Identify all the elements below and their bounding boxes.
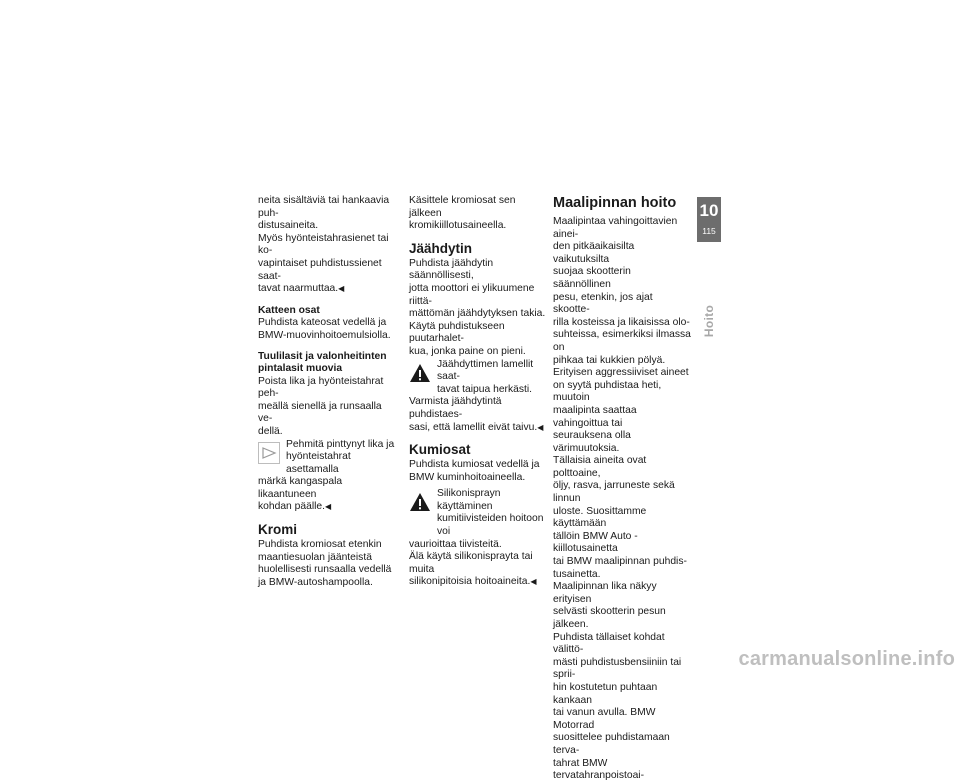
paragraph: Puhdista jäähdytin säännöllisesti, jotta moottori ei ylikuumene riittä- mättömän jäähdytyksen takia. Käytä puhdistukseen puutarhalet- kua, jonka paine on pieni. <box>409 257 546 357</box>
side-section-label <box>696 296 722 346</box>
heading-cooler: Jäähdytin <box>409 240 473 256</box>
paragraph: Puhdista kumiosat vedellä ja BMW kuminhoitoaineella. <box>409 459 540 483</box>
end-marker-icon: ◀ <box>325 502 332 512</box>
paragraph: Maalipintaa vahingoittavien ainei- den pitkäaikaisilta vaikutuksilta suojaa skootterin säännöllinen pesu, etenkin, jos ajat skootte- rilla kosteissa ja likaisissa olo- suhteissa, esimerkiksi ilmassa on pihkaa tai kukkien pölyä. <box>553 216 691 366</box>
chapter-tab <box>697 197 721 242</box>
tip-note: Pehmitä pinttynyt lika ja hyönteistahrat asettamalla <box>258 439 396 477</box>
heading-chrome: Kromi <box>258 522 298 538</box>
heading-windshield: Tuulilasit ja valonheitinten pintalasit muovia <box>258 351 387 375</box>
side-label-text: Hoito <box>702 304 716 338</box>
paragraph: Varmista jäähdytintä puhdistaes- sasi, että lamellit eivät taivu.◀ <box>409 396 544 433</box>
tip-triangle-icon <box>258 442 280 464</box>
column-2 <box>409 195 547 589</box>
paragraph: neita sisältäviä tai hankaavia puh- distusaineita. <box>258 195 390 232</box>
end-marker-icon: ◀ <box>338 284 345 294</box>
column-1 <box>258 195 396 589</box>
paragraph: Maalipinnan lika näkyy erityisen selvästi skootterin pesun jälkeen. Puhdista tällaiset kohdat välittö- mästi puhdistusbensiiniin tai sprii- hin kostutetun puhtaan kankaan tai vanun avulla. BMW Motorrad suosittelee puhdistamaan terva- tahrat BMW tervatahranpoistoai- <box>553 581 682 782</box>
paragraph: Puhdista kateosat vedellä ja BMW-muovinhoitoemulsiolla. <box>258 316 391 341</box>
page-number: 115 <box>702 226 716 236</box>
chapter-number: 10 <box>699 201 719 220</box>
warning-note: Jäähdyttimen lamellit saat- tavat taipua herkästi. <box>409 359 547 397</box>
warning-note: Silikonisprayn käyttäminen kumitiivisteiden hoitoon voi <box>409 488 547 538</box>
paragraph: Poista lika ja hyönteistahrat peh- meällä sienellä ja runsaalla ve- dellä. <box>258 375 384 437</box>
paragraph: vaurioittaa tiivisteitä. Älä käytä silikonisprayta tai muita silikonipitoisia hoitoaineita.◀ <box>409 538 537 588</box>
end-marker-icon: ◀ <box>537 422 544 432</box>
warning-triangle-icon <box>409 362 431 384</box>
column-3 <box>553 194 691 783</box>
heading-rubber: Kumiosat <box>409 442 471 458</box>
watermark: carmanualsonline.info <box>738 648 955 670</box>
paragraph: Erityisen aggressiiviset aineet on syytä puhdistaa heti, muutoin maalipinta saattaa vahingoittua tai seurauksena olla värimuutoksia. Tällaisia aineita ovat polttoaine, öljy, rasva, jarruneste sekä linnun uloste. Suosittamme käyttämään tällöin BMW Auto -kiillotusainetta tai BMW maalipinnan puhdis- tusainetta. <box>553 367 689 580</box>
heading-paint-care: Maalipinnan hoito <box>553 195 677 211</box>
warning-triangle-icon <box>409 491 431 513</box>
heading-seat-parts: Katteen osat <box>258 304 320 316</box>
paragraph: Puhdista kromiosat etenkin maantiesuolan jäänteistä huolellisesti runsaalla vedellä ja BMW-autoshampoolla. <box>258 539 392 588</box>
paragraph: märkä kangaspala likaantuneen kohdan päälle.◀ <box>258 476 343 513</box>
paragraph: Myös hyönteistahrasienet tai ko- vapintaiset puhdistussienet saat- tavat naarmuttaa.◀ <box>258 232 389 295</box>
paragraph: Käsittele kromiosat sen jälkeen kromikiillotusaineella. <box>409 195 516 232</box>
end-marker-icon: ◀ <box>530 577 537 587</box>
